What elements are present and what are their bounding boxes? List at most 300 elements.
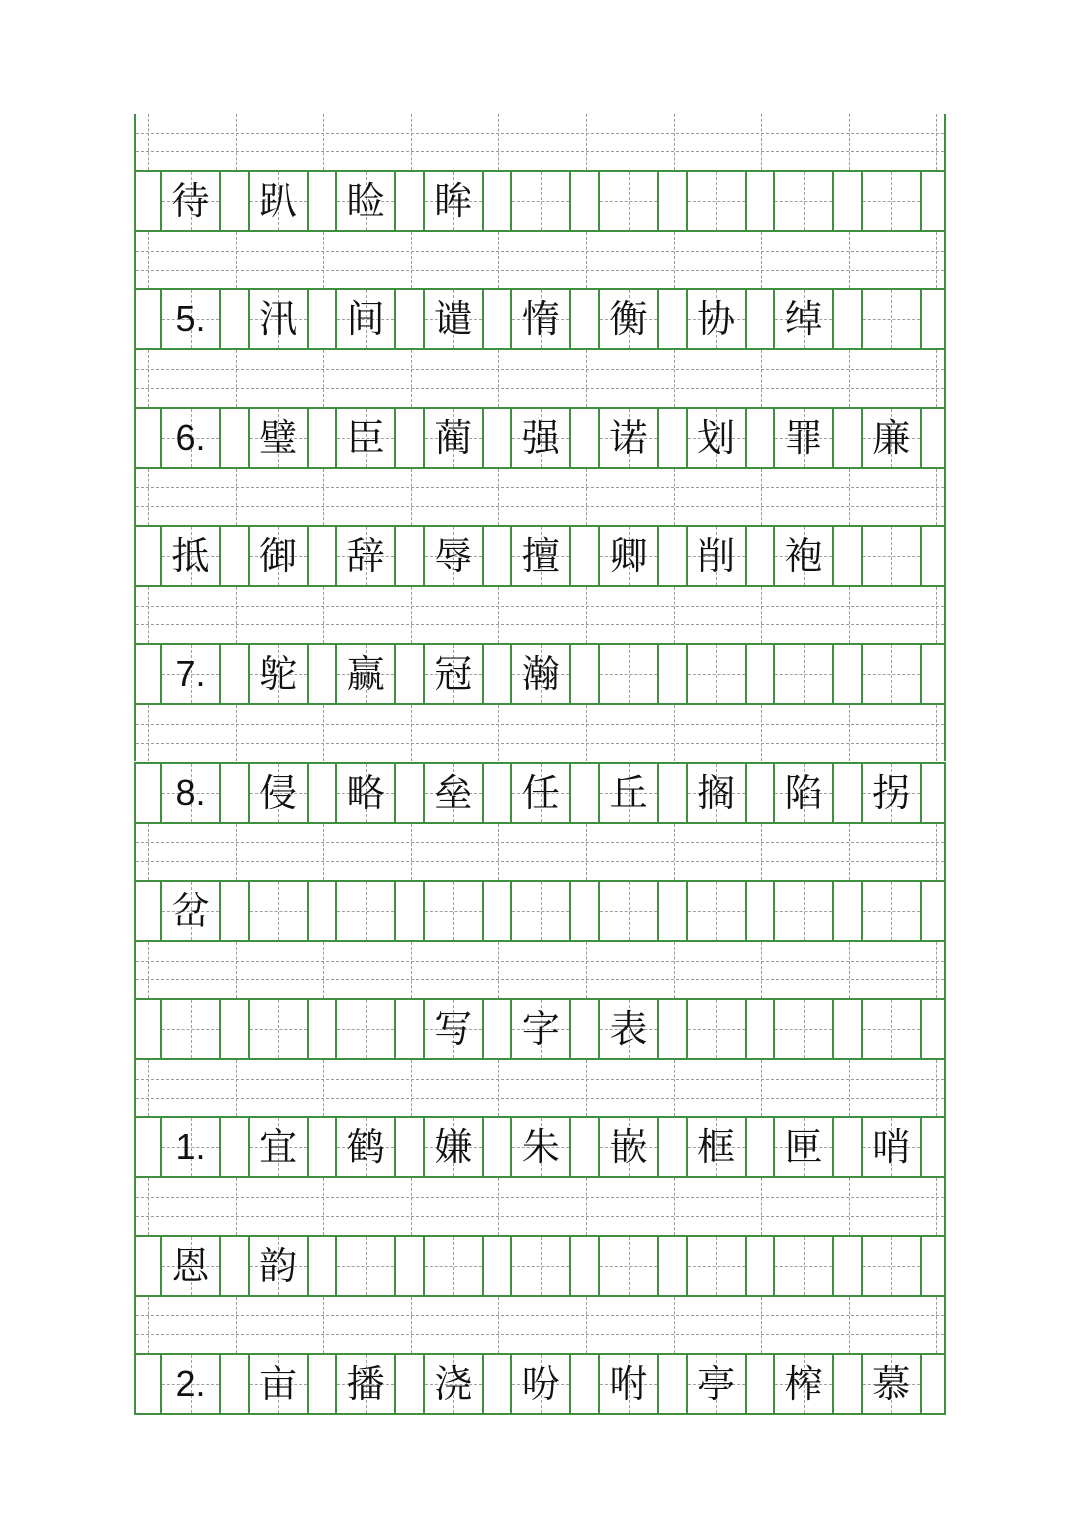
pinyin-guide-divider — [761, 469, 762, 525]
character-cell[interactable] — [335, 764, 396, 822]
character-cell[interactable] — [510, 172, 571, 230]
character-cell[interactable] — [861, 882, 922, 940]
character — [512, 172, 569, 230]
character-cell[interactable] — [510, 1237, 571, 1295]
pinyin-guide-divider — [148, 1060, 149, 1116]
pinyin-guide-divider — [586, 350, 587, 406]
pinyin-guide-divider — [586, 469, 587, 525]
character-cell[interactable] — [160, 1237, 221, 1295]
character: 划 — [697, 415, 736, 460]
pinyin-guide-line — [136, 1098, 944, 1099]
character-row — [134, 407, 946, 469]
character: 诺 — [609, 415, 648, 460]
character-row — [134, 288, 946, 350]
pinyin-guide-divider — [236, 232, 237, 288]
pinyin-band — [134, 114, 946, 170]
character-cell[interactable] — [423, 172, 484, 230]
character — [688, 1000, 745, 1058]
character-cell[interactable] — [598, 1000, 659, 1058]
character — [688, 1237, 745, 1295]
character-cell[interactable] — [773, 409, 834, 467]
character-cell[interactable] — [510, 290, 571, 348]
character-cell[interactable] — [686, 645, 747, 703]
character-cell[interactable] — [248, 409, 309, 467]
character-cell[interactable] — [773, 1355, 834, 1413]
pinyin-guide-divider — [761, 1060, 762, 1116]
character: 汛 — [259, 297, 298, 342]
character — [512, 882, 569, 940]
character: 卿 — [609, 533, 648, 578]
character-cell[interactable] — [423, 1237, 484, 1295]
character: 榨 — [784, 1362, 823, 1406]
pinyin-guide-divider — [674, 1178, 675, 1234]
character-row — [134, 1353, 946, 1415]
character — [863, 172, 920, 230]
character: 惰 — [521, 297, 560, 342]
character-cell[interactable] — [335, 1000, 396, 1058]
character — [863, 645, 920, 703]
character-cell[interactable] — [423, 290, 484, 348]
character: 亭 — [697, 1362, 736, 1406]
character: 朱 — [521, 1125, 560, 1170]
pinyin-guide-line — [136, 979, 944, 980]
character-cell[interactable] — [861, 172, 922, 230]
character — [775, 882, 832, 940]
character: 嫌 — [434, 1125, 473, 1170]
pinyin-guide-divider — [411, 469, 412, 525]
character: 8. — [175, 771, 206, 813]
character: 臣 — [346, 415, 385, 460]
pinyin-guide-divider — [498, 942, 499, 998]
pinyin-guide-divider — [323, 1178, 324, 1234]
character: 待 — [171, 179, 210, 223]
character-cell[interactable] — [510, 1000, 571, 1058]
character — [337, 1000, 394, 1058]
character: 浇 — [434, 1362, 473, 1406]
character: 袍 — [784, 533, 823, 578]
pinyin-guide-divider — [323, 1297, 324, 1353]
pinyin-guide-divider — [849, 1178, 850, 1234]
character-cell[interactable] — [598, 290, 659, 348]
pinyin-guide-divider — [236, 1060, 237, 1116]
character: 表 — [609, 1007, 648, 1052]
pinyin-guide-divider — [148, 469, 149, 525]
pinyin-guide-divider — [674, 587, 675, 643]
character-cell[interactable] — [773, 172, 834, 230]
character-cell[interactable] — [423, 527, 484, 585]
pinyin-guide-divider — [674, 705, 675, 761]
character-cell[interactable] — [686, 527, 747, 585]
character-cell[interactable] — [510, 1118, 571, 1176]
character: 搁 — [697, 770, 736, 815]
character: 恩 — [171, 1243, 210, 1288]
character: 6. — [175, 416, 206, 458]
character-cell[interactable] — [598, 764, 659, 822]
character-cell[interactable] — [335, 527, 396, 585]
character — [775, 1000, 832, 1058]
character — [775, 172, 832, 230]
character: 协 — [697, 297, 736, 342]
pinyin-guide-line — [136, 624, 944, 625]
character: 播 — [346, 1362, 385, 1406]
pinyin-guide-divider — [323, 824, 324, 880]
pinyin-guide-divider — [936, 469, 937, 525]
pinyin-guide-divider — [411, 705, 412, 761]
pinyin-guide-divider — [411, 350, 412, 406]
pinyin-guide-divider — [498, 1060, 499, 1116]
character-cell[interactable] — [598, 172, 659, 230]
character-cell[interactable] — [686, 1000, 747, 1058]
character-cell[interactable] — [248, 172, 309, 230]
pinyin-guide-divider — [236, 1297, 237, 1353]
character-cell[interactable] — [335, 409, 396, 467]
character-cell[interactable] — [160, 527, 221, 585]
character: 丘 — [609, 770, 648, 815]
character-cell[interactable] — [598, 1118, 659, 1176]
pinyin-guide-divider — [148, 114, 149, 170]
character — [600, 1237, 657, 1295]
character-cell[interactable] — [423, 1000, 484, 1058]
character-cell[interactable] — [248, 1000, 309, 1058]
pinyin-guide-line — [136, 1216, 944, 1217]
pinyin-band — [134, 1297, 946, 1353]
pinyin-guide-divider — [411, 824, 412, 880]
character-cell[interactable] — [686, 409, 747, 467]
pinyin-guide-divider — [674, 469, 675, 525]
character: 间 — [346, 297, 385, 342]
character — [425, 882, 482, 940]
character: 吩 — [521, 1362, 560, 1406]
character-cell[interactable] — [248, 527, 309, 585]
character — [600, 882, 657, 940]
pinyin-band — [134, 705, 946, 761]
pinyin-guide-divider — [236, 1178, 237, 1234]
character-cell[interactable] — [510, 527, 571, 585]
character-cell[interactable] — [423, 1118, 484, 1176]
character-cell[interactable] — [773, 1000, 834, 1058]
character-cell[interactable] — [160, 1355, 221, 1413]
pinyin-guide-divider — [236, 350, 237, 406]
pinyin-guide-divider — [674, 942, 675, 998]
character-cell[interactable] — [335, 882, 396, 940]
pinyin-band — [134, 1178, 946, 1234]
character-cell[interactable] — [248, 1355, 309, 1413]
pinyin-guide-divider — [674, 1060, 675, 1116]
character — [863, 527, 920, 585]
pinyin-guide-divider — [498, 824, 499, 880]
character-cell[interactable] — [160, 409, 221, 467]
character-cell[interactable] — [686, 172, 747, 230]
character-cell[interactable] — [335, 1237, 396, 1295]
pinyin-guide-divider — [849, 1297, 850, 1353]
character — [512, 1237, 569, 1295]
pinyin-guide-divider — [936, 705, 937, 761]
character-cell[interactable] — [686, 290, 747, 348]
character-cell[interactable] — [423, 882, 484, 940]
character-cell[interactable] — [686, 882, 747, 940]
character-cell[interactable] — [160, 1000, 221, 1058]
pinyin-guide-divider — [148, 1178, 149, 1234]
pinyin-guide-divider — [761, 824, 762, 880]
pinyin-guide-divider — [849, 232, 850, 288]
character-row — [134, 170, 946, 232]
character-cell[interactable] — [861, 409, 922, 467]
character — [250, 1000, 307, 1058]
pinyin-guide-divider — [936, 232, 937, 288]
character-cell[interactable] — [335, 290, 396, 348]
character — [688, 172, 745, 230]
pinyin-guide-divider — [498, 1178, 499, 1234]
character-cell[interactable] — [248, 1118, 309, 1176]
character: 冠 — [434, 652, 473, 697]
pinyin-guide-divider — [936, 1178, 937, 1234]
character: 强 — [521, 415, 560, 460]
character-cell[interactable] — [335, 1355, 396, 1413]
pinyin-guide-line — [136, 251, 944, 252]
pinyin-guide-divider — [674, 350, 675, 406]
character: 辞 — [346, 533, 385, 578]
pinyin-guide-divider — [411, 1060, 412, 1116]
pinyin-guide-divider — [236, 114, 237, 170]
character-cell[interactable] — [598, 645, 659, 703]
character-cell[interactable] — [598, 527, 659, 585]
pinyin-guide-divider — [849, 350, 850, 406]
pinyin-guide-divider — [674, 114, 675, 170]
pinyin-guide-divider — [761, 350, 762, 406]
pinyin-guide-divider — [323, 705, 324, 761]
pinyin-guide-divider — [411, 1178, 412, 1234]
pinyin-guide-divider — [936, 1060, 937, 1116]
character: 绰 — [784, 297, 823, 342]
character-cell[interactable] — [773, 764, 834, 822]
character-row — [134, 998, 946, 1060]
pinyin-band — [134, 1060, 946, 1116]
character: 蔺 — [434, 415, 473, 460]
pinyin-guide-line — [136, 151, 944, 152]
character-cell[interactable] — [160, 290, 221, 348]
character-cell[interactable] — [861, 1237, 922, 1295]
character-cell[interactable] — [248, 764, 309, 822]
character: 亩 — [259, 1362, 298, 1406]
pinyin-guide-line — [136, 842, 944, 843]
character-cell[interactable] — [510, 409, 571, 467]
pinyin-guide-divider — [586, 1297, 587, 1353]
character-cell[interactable] — [598, 882, 659, 940]
pinyin-guide-line — [136, 506, 944, 507]
character: 哨 — [872, 1125, 911, 1170]
character — [863, 1000, 920, 1058]
character — [863, 882, 920, 940]
pinyin-guide-divider — [236, 587, 237, 643]
character: 陷 — [784, 770, 823, 815]
pinyin-guide-divider — [849, 1060, 850, 1116]
pinyin-guide-divider — [323, 942, 324, 998]
pinyin-guide-divider — [498, 232, 499, 288]
character: 写 — [434, 1007, 473, 1052]
character-row — [134, 1235, 946, 1297]
pinyin-guide-divider — [323, 114, 324, 170]
character: 鸵 — [259, 652, 298, 697]
pinyin-guide-divider — [936, 350, 937, 406]
character: 岔 — [171, 888, 210, 933]
character-row — [134, 880, 946, 942]
pinyin-guide-divider — [148, 232, 149, 288]
pinyin-guide-divider — [761, 705, 762, 761]
character-cell[interactable] — [773, 882, 834, 940]
pinyin-guide-line — [136, 487, 944, 488]
pinyin-band — [134, 824, 946, 880]
character-cell[interactable] — [773, 290, 834, 348]
pinyin-guide-divider — [498, 705, 499, 761]
character — [162, 1000, 219, 1058]
character-cell[interactable] — [510, 764, 571, 822]
character-cell[interactable] — [160, 882, 221, 940]
character-cell[interactable] — [335, 645, 396, 703]
pinyin-guide-divider — [586, 1178, 587, 1234]
character: 趴 — [259, 179, 298, 223]
pinyin-guide-divider — [674, 232, 675, 288]
character: 削 — [697, 533, 736, 578]
character-cell[interactable] — [861, 1000, 922, 1058]
character-cell[interactable] — [686, 764, 747, 822]
character: 御 — [259, 533, 298, 578]
character — [250, 882, 307, 940]
pinyin-guide-divider — [849, 824, 850, 880]
character — [775, 645, 832, 703]
character-cell[interactable] — [248, 290, 309, 348]
character: 1. — [175, 1126, 206, 1168]
pinyin-guide-divider — [674, 1297, 675, 1353]
character: 7. — [175, 653, 206, 695]
character-cell[interactable] — [160, 645, 221, 703]
character-cell[interactable] — [335, 172, 396, 230]
character-cell[interactable] — [160, 764, 221, 822]
pinyin-guide-divider — [148, 942, 149, 998]
character: 匣 — [784, 1125, 823, 1170]
character: 框 — [697, 1125, 736, 1170]
pinyin-guide-divider — [761, 232, 762, 288]
pinyin-guide-divider — [761, 587, 762, 643]
character-cell[interactable] — [423, 764, 484, 822]
character-cell[interactable] — [248, 882, 309, 940]
pinyin-guide-line — [136, 133, 944, 134]
pinyin-guide-divider — [236, 824, 237, 880]
pinyin-guide-divider — [936, 587, 937, 643]
pinyin-guide-divider — [411, 942, 412, 998]
character-cell[interactable] — [861, 1355, 922, 1413]
character: 垒 — [434, 770, 473, 815]
pinyin-guide-divider — [849, 469, 850, 525]
character-cell[interactable] — [773, 645, 834, 703]
character: 任 — [521, 770, 560, 815]
pinyin-guide-divider — [498, 114, 499, 170]
character-cell[interactable] — [861, 1118, 922, 1176]
character: 韵 — [259, 1243, 298, 1288]
character-cell[interactable] — [861, 290, 922, 348]
character-cell[interactable] — [510, 1355, 571, 1413]
pinyin-guide-divider — [498, 469, 499, 525]
character — [425, 1237, 482, 1295]
pinyin-guide-divider — [761, 942, 762, 998]
pinyin-guide-divider — [498, 1297, 499, 1353]
character-cell[interactable] — [598, 409, 659, 467]
pinyin-guide-divider — [849, 705, 850, 761]
character-cell[interactable] — [773, 1237, 834, 1295]
pinyin-guide-divider — [761, 114, 762, 170]
pinyin-guide-divider — [586, 232, 587, 288]
pinyin-guide-line — [136, 388, 944, 389]
character-cell[interactable] — [160, 172, 221, 230]
character-cell[interactable] — [686, 1355, 747, 1413]
character-cell[interactable] — [423, 645, 484, 703]
character: 辱 — [434, 533, 473, 578]
character: 抵 — [171, 533, 210, 578]
character: 2. — [175, 1363, 206, 1404]
tianzige-worksheet — [134, 114, 946, 1415]
character-row — [134, 525, 946, 587]
character-cell[interactable] — [510, 882, 571, 940]
pinyin-guide-divider — [236, 469, 237, 525]
pinyin-guide-divider — [498, 587, 499, 643]
character-cell[interactable] — [598, 1237, 659, 1295]
pinyin-guide-divider — [411, 114, 412, 170]
character-cell[interactable] — [335, 1118, 396, 1176]
character — [775, 1237, 832, 1295]
pinyin-band — [134, 587, 946, 643]
pinyin-guide-divider — [936, 1297, 937, 1353]
pinyin-guide-divider — [674, 824, 675, 880]
character — [863, 290, 920, 348]
pinyin-guide-divider — [411, 1297, 412, 1353]
character: 擅 — [521, 533, 560, 578]
character-cell[interactable] — [686, 1118, 747, 1176]
character-cell[interactable] — [861, 645, 922, 703]
character: 慕 — [872, 1362, 911, 1406]
character: 侵 — [259, 770, 298, 815]
pinyin-guide-divider — [323, 350, 324, 406]
character-cell[interactable] — [423, 409, 484, 467]
pinyin-band — [134, 942, 946, 998]
character-cell[interactable] — [773, 527, 834, 585]
pinyin-guide-line — [136, 861, 944, 862]
pinyin-guide-line — [136, 270, 944, 271]
character: 嵌 — [609, 1125, 648, 1170]
character: 睑 — [346, 179, 385, 223]
pinyin-guide-divider — [148, 587, 149, 643]
character-cell[interactable] — [160, 1118, 221, 1176]
character-cell[interactable] — [598, 1355, 659, 1413]
character — [863, 1237, 920, 1295]
character-cell[interactable] — [773, 1118, 834, 1176]
character — [600, 645, 657, 703]
pinyin-guide-divider — [323, 469, 324, 525]
pinyin-guide-divider — [148, 705, 149, 761]
pinyin-band — [134, 469, 946, 525]
character-cell[interactable] — [248, 645, 309, 703]
character-cell[interactable] — [510, 645, 571, 703]
character-cell[interactable] — [861, 764, 922, 822]
pinyin-guide-divider — [411, 232, 412, 288]
character-cell[interactable] — [248, 1237, 309, 1295]
pinyin-guide-divider — [586, 1060, 587, 1116]
character-cell[interactable] — [423, 1355, 484, 1413]
character: 5. — [175, 298, 206, 340]
character-cell[interactable] — [686, 1237, 747, 1295]
character: 眸 — [434, 179, 473, 223]
character — [337, 1237, 394, 1295]
character: 咐 — [609, 1362, 648, 1406]
character-cell[interactable] — [861, 527, 922, 585]
